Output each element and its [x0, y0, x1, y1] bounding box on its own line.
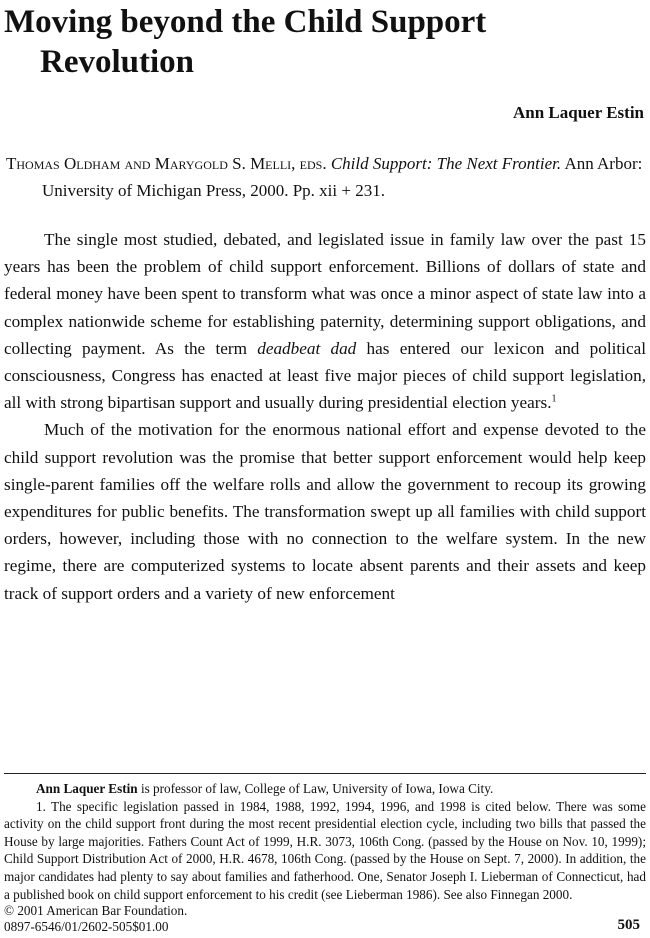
- body-paragraph-2: Much of the motivation for the enormous national effort and expense devoted to the child support revolution was the promise that better support enforcement would help keep single-parent families off the welfare rolls and allow the government to recoup its growing expenditures for public benefits. The transformation swept up all families with child support orders, however, including those with no connection to the welfare system. In the new regime, there are computerized systems to locate absent parents and their assets and keep track of support orders and a variety of new enforcement: [4, 420, 646, 603]
- author-affiliation: [4, 780, 646, 798]
- article-body: [4, 226, 646, 607]
- paragraph-1-italic-term: deadbeat dad: [257, 338, 357, 358]
- issn-code: 0897-6546/01/2602-505$01.00: [4, 919, 169, 934]
- copyright-notice: © 2001 American Bar Foundation.: [4, 903, 188, 918]
- paragraph-1-text: The single most studied, debated, and legislated issue in family law over the past 15 years has been the problem of child support enforcement. Billions of dollars of state and federal money have been spent to transform what was once a minor aspect of state law into a complex nationwide scheme for establishing paternity, determining support obligations, and collecting payment. As the term: [4, 230, 646, 358]
- author-name: Ann Laquer Estin: [512, 103, 644, 122]
- book-title: Child Support: The Next Frontier.: [330, 154, 562, 173]
- article-title: [4, 2, 644, 82]
- footnotes: [4, 780, 646, 903]
- affiliation-text: is professor of law, College of Law, University of Iowa, Iowa City.: [137, 781, 494, 796]
- page-number: 505: [617, 917, 640, 933]
- reviewed-book-citation: [6, 150, 650, 204]
- footnote-1: 1. The specific legislation passed in 1984, 1988, 1992, 1994, 1996, and 1998 is cited below. There was some activity on the child support front during the most recent presidential election cycle, including two bills that passed the House by large majorities. Fathers Count Act of 1999, H.R. 3073, 106th Cong. (passed by the House on Nov. 10, 1999); Child Support Distribution Act of 2000, H.R. 4678, 106th Cong. (passed by the House on Sept. 7, 2000). In addition, the major candidates had plenty to say about families and fatherhood. One, Senator Joseph I. Lieberman of Connecticut, had a published book on child support enforcement to his credit (see Lieberman 1986). See also Finnegan 2000.: [4, 798, 646, 902]
- copyright-block: [4, 903, 187, 935]
- title-line-1: Moving beyond the Child Support: [4, 4, 487, 40]
- title-line-2: Revolution: [40, 44, 195, 80]
- body-paragraph-1: [4, 226, 646, 416]
- book-publication: Ann Arbor: University of Michigan Press, 2000. Pp. xii + 231.: [42, 154, 643, 200]
- footnote-marker-1[interactable]: 1: [551, 393, 557, 405]
- paragraph-1-text-cont: has entered our lexicon and political consciousness, Congress has enacted at least five major pieces of child support legislation, all with strong bipartisan support and usually during presidential election years.: [4, 338, 646, 413]
- affiliation-author-name: Ann Laquer Estin: [36, 781, 138, 796]
- footnote-divider: [4, 773, 646, 774]
- book-editors: Thomas Oldham and Marygold S. Melli, eds.: [6, 154, 327, 173]
